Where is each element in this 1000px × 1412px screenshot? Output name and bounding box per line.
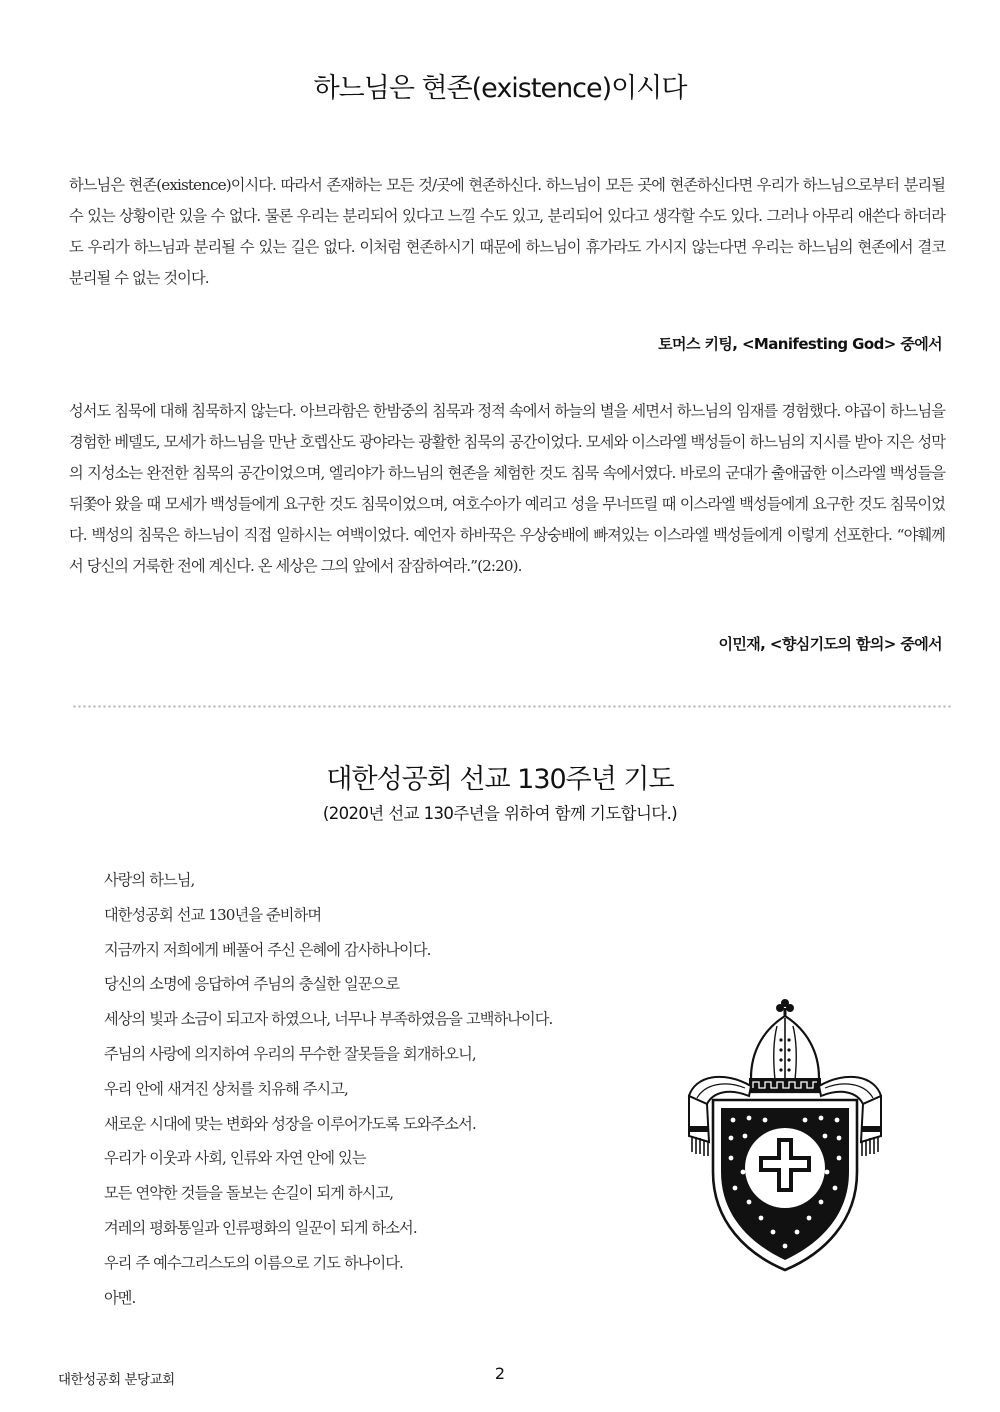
- prayer-line: 아멘.: [104, 1288, 136, 1307]
- prayer-text: [104, 863, 552, 1315]
- prayer-line: 사랑의 하느님,: [104, 871, 195, 889]
- prayer-line: 겨레의 평화통일과 인류평화의 일꾼이 되게 하소서.: [104, 1218, 417, 1237]
- prayer-line: 세상의 빛과 소금이 되고자 하였으나, 너무나 부족하였음을 고백하나이다.: [104, 1010, 553, 1029]
- quote-paragraph-silence: 성서도 침묵에 대해 침묵하지 않는다. 아브라함은 한밤중의 침묵과 정적 속에서 하늘의 별을 세면서 하느님의 임재를 경험했다. 야곱이 하느님을 경험한 베델도, 모세가 하느님을 만난 호렙산도 광야라는 광활한 침묵의 공간이었다. 모세와 이스라엘 백성들이 하느님의 지시를 받아 지은 성막의 지성소는 완전한 침묵의 공간이었으며, 엘리야가 하느님의 현존을 체험한 것도 침묵 속에서였다. 바로의 군대가 출애굽한 이스라엘 백성들을 뒤쫓아 왔을 때 모세가 백성들에게 요구한 것도 침묵이었으며, 여호수아가 예리고 성을 무너뜨릴 때 이스라엘 백성들에게 요구한 것도 침묵이었다. 백성의 침묵은 하느님이 직접 일하시는 여백이었다. 예언자 하바꾹은 우상숭배에 빠져있는 이스라엘 백성들에게 이렇게 선포한다. “야훼께서 당신의 거룩한 전에 계신다. 온 세상은 그의 앞에서 잠잠하여라.”(2:20).: [69, 402, 945, 575]
- section2-subtitle: (2020년 선교 130주년을 위하여 함께 기도합니다.): [322, 804, 678, 823]
- page-number: 2: [494, 1364, 506, 1383]
- prayer-line: 지금까지 저희에게 베풀어 주신 은혜에 감사하나이다.: [104, 940, 431, 959]
- attribution-minjae: 이민재, <향심기도의 함의> 중에서: [718, 635, 942, 653]
- prayer-line: 새로운 시대에 맞는 변화와 성장을 이루어가도록 도와주소서.: [104, 1114, 476, 1133]
- dotted-divider: [72, 704, 952, 709]
- footer-church-name: 대한성공회 분당교회: [58, 1372, 175, 1388]
- section1-title: 하느님은 현존(existence)이시다: [313, 73, 687, 104]
- prayer-line: 주님의 사랑에 의지하여 우리의 무수한 잘못들을 회개하오니,: [104, 1044, 476, 1063]
- prayer-line: 우리가 이웃과 사회, 인류와 자연 안에 있는: [104, 1149, 366, 1168]
- attribution-keating: 토머스 키팅, <Manifesting God> 중에서: [658, 335, 942, 353]
- prayer-line: 대한성공회 선교 130년을 준비하며: [104, 905, 322, 924]
- prayer-line: 우리 주 예수그리스도의 이름으로 기도 하나이다.: [104, 1253, 403, 1272]
- prayer-line: 우리 안에 새겨진 상처를 치유해 주시고,: [104, 1079, 348, 1098]
- diocese-crest-emblem: [683, 996, 888, 1276]
- prayer-line: 당신의 소명에 응답하여 주님의 충실한 일꾼으로: [104, 975, 400, 994]
- quote-paragraph-keating: 하느님은 현존(existence)이시다. 따라서 존재하는 모든 것/곳에 현존하신다. 하느님이 모든 곳에 현존하신다면 우리가 하느님으로부터 분리될 수 있는 상황이란 있을 수 없다. 물론 우리는 분리되어 있다고 느낄 수도 있고, 분리되어 있다고 생각할 수도 있다. 그러나 아무리 애쓴다 하더라도 우리가 하느님과 분리될 수 있는 길은 없다. 이처럼 현존하시기 때문에 하느님이 휴가라도 가시지 않는다면 우리는 하느님의 현존에서 결코 분리될 수 없는 것이다.: [69, 176, 945, 287]
- prayer-line: 모든 연약한 것들을 돌보는 손길이 되게 하시고,: [104, 1184, 394, 1203]
- section2-title: 대한성공회 선교 130주년 기도: [326, 764, 674, 795]
